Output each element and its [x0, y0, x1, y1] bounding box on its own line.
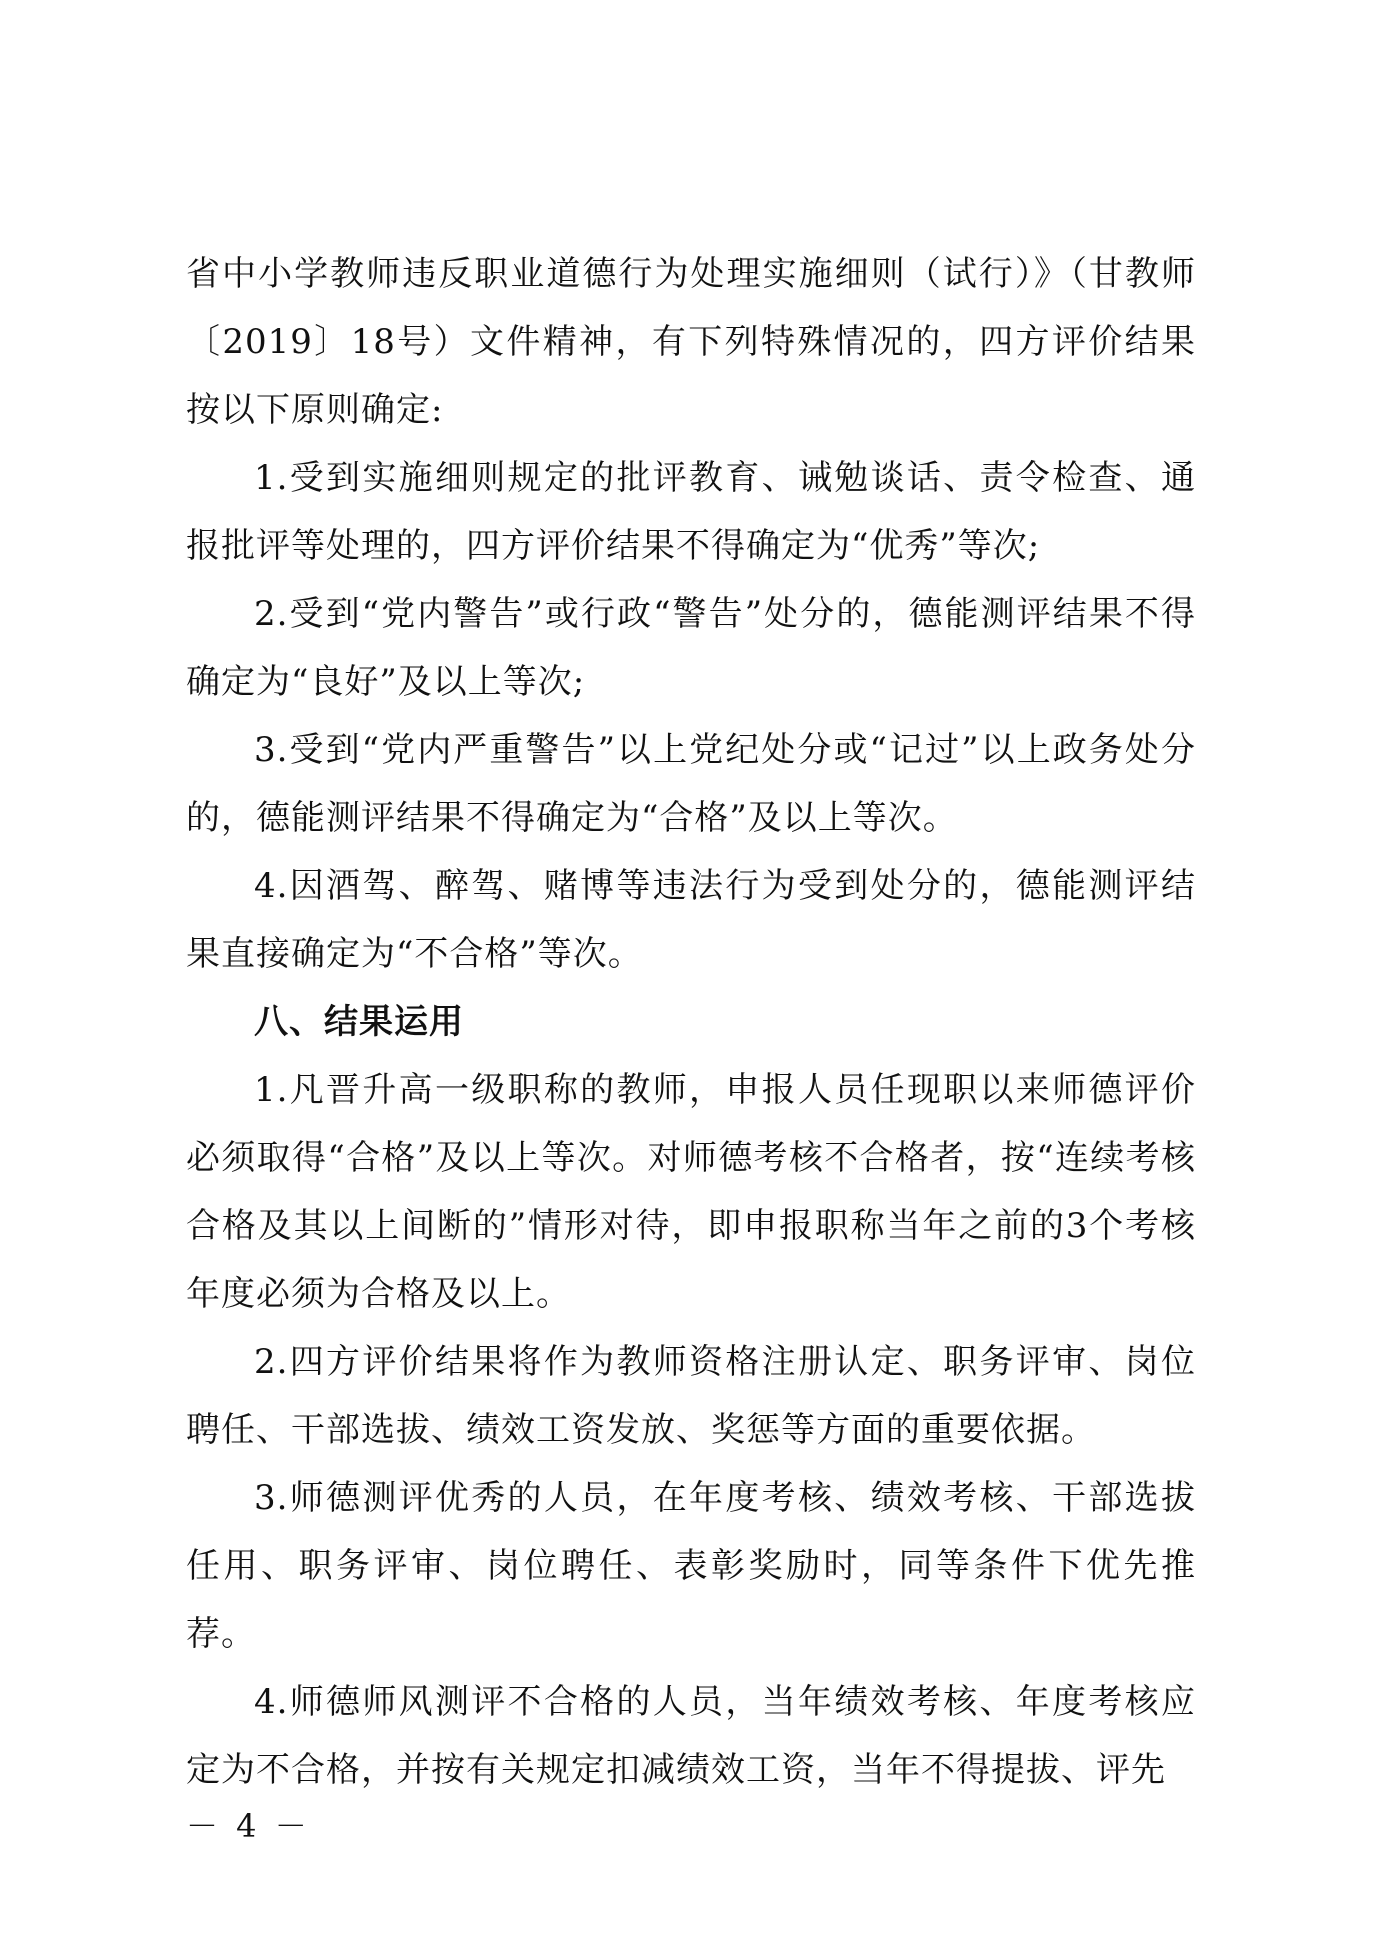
paragraph-rule-1: 1.受到实施细则规定的批评教育、诫勉谈话、责令检查、通报批评等处理的，四方评价结果不得确定为“优秀”等次; — [186, 458, 1196, 566]
section-heading: 八、结果运用 — [254, 1002, 464, 1042]
document-body — [186, 240, 1196, 1804]
paragraph-intro: 省中小学教师违反职业道德行为处理实施细则（试行）》（甘教师〔2019〕18号）文件精神，有下列特殊情况的，四方评价结果按以下原则确定: — [186, 254, 1196, 430]
paragraph-rule-2: 2.受到“党内警告”或行政“警告”处分的，德能测评结果不得确定为“良好”及以上等次; — [186, 594, 1196, 702]
paragraph-usage-2: 2.四方评价结果将作为教师资格注册认定、职务评审、岗位聘任、干部选拔、绩效工资发放、奖惩等方面的重要依据。 — [186, 1342, 1196, 1450]
paragraph-usage-3: 3.师德测评优秀的人员，在年度考核、绩效考核、干部选拔任用、职务评审、岗位聘任、表彰奖励时，同等条件下优先推荐。 — [186, 1478, 1196, 1654]
paragraph-usage-1: 1.凡晋升高一级职称的教师，申报人员任现职以来师德评价必须取得“合格”及以上等次。对师德考核不合格者，按“连续考核合格及其以上间断的”情形对待，即申报职称当年之前的3个考核年度必须为合格及以上。 — [186, 1070, 1196, 1314]
paragraph-usage-4: 4.师德师风测评不合格的人员，当年绩效考核、年度考核应定为不合格，并按有关规定扣减绩效工资，当年不得提拔、评先 — [186, 1682, 1196, 1790]
paragraph-rule-3: 3.受到“党内严重警告”以上党纪处分或“记过”以上政务处分的，德能测评结果不得确定为“合格”及以上等次。 — [186, 730, 1196, 838]
paragraph-rule-4: 4.因酒驾、醉驾、赌博等违法行为受到处分的，德能测评结果直接确定为“不合格”等次。 — [186, 866, 1196, 974]
page-number: － 4 － — [186, 1807, 311, 1845]
